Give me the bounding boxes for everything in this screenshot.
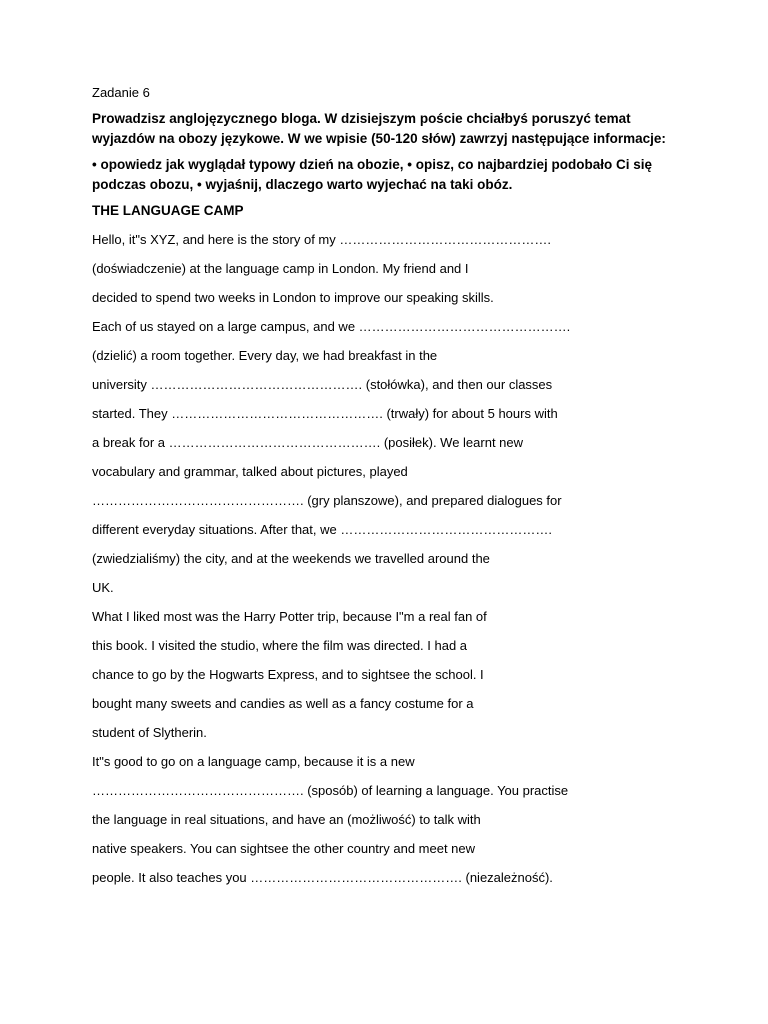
- requirements-line: • opowiedz jak wyglądał typowy dzień na obozie, • opisz, co najbardziej podobało Ci się: [92, 157, 653, 172]
- text-line: Each of us stayed on a large campus, and we ………………………………………….: [92, 319, 571, 334]
- task-requirements: [92, 155, 692, 195]
- text-line: …………………………………………. (gry planszowe), and prepared dialogues for: [92, 493, 562, 508]
- text-line: native speakers. You can sightsee the other country and meet new: [92, 841, 476, 856]
- task-label: Zadanie 6: [92, 85, 150, 100]
- text-line: bought many sweets and candies as well as a fancy costume for a: [92, 696, 474, 711]
- text-line: university …………………………………………. (stołówka), and then our classes: [92, 377, 553, 392]
- document-page: [92, 84, 692, 892]
- instruction-line: Prowadzisz anglojęzycznego bloga. W dzisiejszym poście chciałbyś poruszyć temat: [92, 111, 631, 126]
- text-line: (zwiedzialiśmy) the city, and at the weekends we travelled around the: [92, 551, 490, 566]
- text-line: chance to go by the Hogwarts Express, and to sightsee the school. I: [92, 667, 484, 682]
- text-line: (dzielić) a room together. Every day, we had breakfast in the: [92, 348, 438, 363]
- text-line: (doświadczenie) at the language camp in London. My friend and I: [92, 261, 469, 276]
- text-line: people. It also teaches you …………………………………………. (niezależność).: [92, 870, 553, 885]
- text-line: What I liked most was the Harry Potter trip, because I"m a real fan of: [92, 609, 487, 624]
- section-title: THE LANGUAGE CAMP: [92, 203, 244, 218]
- text-line: a break for a …………………………………………. (posiłek). We learnt new: [92, 435, 524, 450]
- text-line: this book. I visited the studio, where the film was directed. I had a: [92, 638, 468, 653]
- text-line: It"s good to go on a language camp, because it is a new: [92, 754, 415, 769]
- text-line: the language in real situations, and have an (możliwość) to talk with: [92, 812, 481, 827]
- text-line: decided to spend two weeks in London to improve our speaking skills.: [92, 290, 494, 305]
- text-line: UK.: [92, 580, 114, 595]
- text-line: vocabulary and grammar, talked about pictures, played: [92, 464, 408, 479]
- text-line: student of Slytherin.: [92, 725, 207, 740]
- requirements-line: podczas obozu, • wyjaśnij, dlaczego warto wyjechać na taki obóz.: [92, 177, 513, 192]
- instruction-line: wyjazdów na obozy językowe. W we wpisie (50-120 słów) zawrzyj następujące informacje:: [92, 131, 666, 146]
- text-line: started. They …………………………………………. (trwały) for about 5 hours with: [92, 406, 558, 421]
- task-instruction: [92, 109, 692, 149]
- blog-text: [92, 225, 692, 892]
- text-line: Hello, it"s XYZ, and here is the story of my ………………………………………….: [92, 232, 551, 247]
- text-line: different everyday situations. After that, we ………………………………………….: [92, 522, 552, 537]
- text-line: …………………………………………. (sposób) of learning a language. You practise: [92, 783, 569, 798]
